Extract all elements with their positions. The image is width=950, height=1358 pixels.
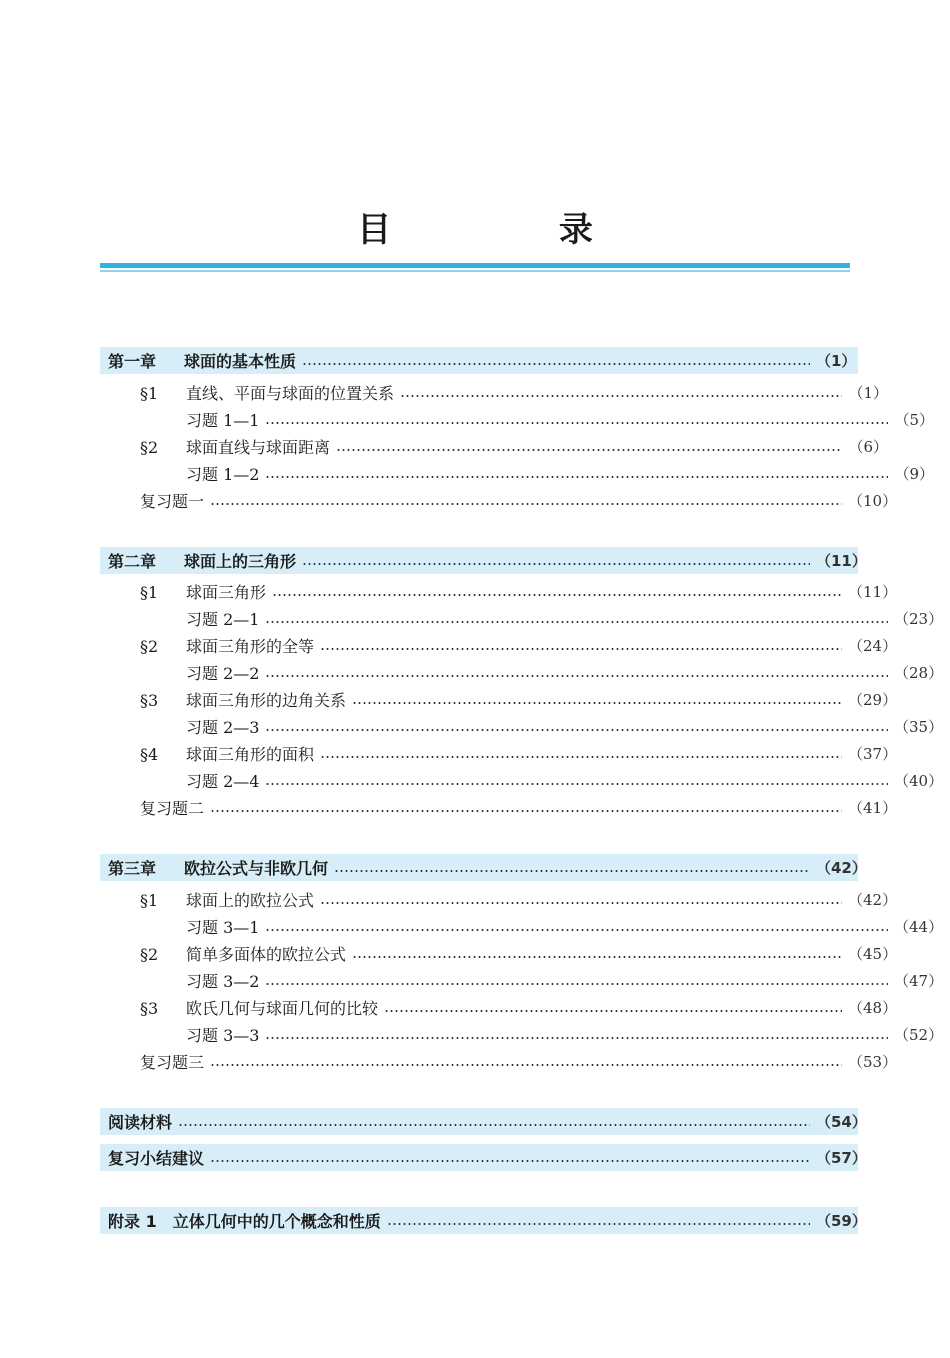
entry-title: 欧拉公式与非欧几何 (184, 859, 329, 878)
entry-title: 阅读材料 (108, 1113, 173, 1132)
dot-leader (210, 1160, 810, 1162)
entry-title: 附录 1 立体几何中的几个概念和性质 (108, 1212, 381, 1231)
toc-entry-ex[interactable] (100, 406, 936, 433)
toc-entry-ex[interactable] (100, 460, 936, 487)
page-number: （42） (816, 859, 867, 877)
dot-leader (302, 363, 810, 365)
dot-leader (265, 1037, 888, 1039)
dot-leader (265, 729, 888, 731)
entry-title: 习题 3—2 (186, 972, 260, 991)
title-rule (100, 263, 850, 268)
chapter-number: 第三章 (108, 859, 157, 878)
toc-entry-ex[interactable] (100, 767, 944, 794)
dot-leader (265, 476, 888, 478)
page-title: 目 录 (357, 210, 671, 250)
toc-entry-ex[interactable] (100, 605, 944, 632)
toc-entry-ext[interactable] (100, 1108, 867, 1135)
entry-title: 球面直线与球面距离 (186, 438, 331, 457)
page-number: （41） (848, 799, 898, 817)
section-number: §2 (140, 945, 159, 964)
toc-entry-rev[interactable] (100, 487, 898, 514)
entry-title: 球面三角形的全等 (186, 637, 315, 656)
entry-title: 习题 2—3 (186, 718, 260, 737)
page-number: （47） (894, 972, 944, 990)
section-number: §1 (140, 891, 159, 910)
toc-entry-chap[interactable] (100, 547, 867, 574)
page-number: （45） (848, 945, 898, 963)
entry-title: 复习题二 (140, 799, 205, 818)
dot-leader (320, 648, 842, 650)
section-number: §1 (140, 583, 159, 602)
dot-leader (210, 810, 842, 812)
toc-entry-ex[interactable] (100, 913, 944, 940)
entry-title: 欧氏几何与球面几何的比较 (186, 999, 379, 1018)
dot-leader (334, 870, 810, 872)
page-number: （44） (894, 918, 944, 936)
section-number: §4 (140, 745, 159, 764)
dot-leader (265, 929, 888, 931)
page-number: （29） (848, 691, 898, 709)
section-number: §1 (140, 384, 159, 403)
entry-title: 习题 1—1 (186, 411, 260, 430)
page-number: （5） (894, 411, 934, 429)
title-rule-thin (100, 270, 850, 272)
dot-leader (352, 702, 842, 704)
toc-entry-sec[interactable] (100, 940, 898, 967)
dot-leader (320, 902, 842, 904)
page-number: （52） (894, 1026, 944, 1044)
page-number: （40） (894, 772, 944, 790)
dot-leader (320, 756, 842, 758)
entry-title: 直线、平面与球面的位置关系 (186, 384, 395, 403)
section-number: §3 (140, 691, 159, 710)
page-number: （1） (816, 352, 857, 370)
page-number: （9） (894, 465, 934, 483)
entry-title: 球面上的三角形 (184, 552, 297, 571)
toc-entry-ex[interactable] (100, 659, 944, 686)
chapter-number: 第二章 (108, 552, 157, 571)
dot-leader (336, 449, 842, 451)
page-number: （42） (848, 891, 898, 909)
chapter-number: 第一章 (108, 352, 157, 371)
entry-title: 球面三角形的边角关系 (186, 691, 347, 710)
page-number: （54） (816, 1113, 867, 1131)
entry-title: 球面三角形 (186, 583, 267, 602)
page-number: （11） (816, 552, 867, 570)
toc-entry-ext[interactable] (100, 1207, 867, 1234)
entry-title: 习题 1—2 (186, 465, 260, 484)
dot-leader (265, 675, 888, 677)
page-number: （53） (848, 1053, 898, 1071)
toc-entry-sec[interactable] (100, 379, 890, 406)
toc-entry-ex[interactable] (100, 967, 944, 994)
page-number: （1） (848, 384, 888, 402)
entry-title: 习题 3—3 (186, 1026, 260, 1045)
toc-entry-chap[interactable] (100, 347, 858, 374)
toc-entry-sec[interactable] (100, 433, 890, 460)
page-number: （48） (848, 999, 898, 1017)
toc-entry-ex[interactable] (100, 1021, 944, 1048)
dot-leader (265, 422, 888, 424)
dot-leader (384, 1010, 842, 1012)
toc-entry-sec[interactable] (100, 632, 898, 659)
toc-entry-ex[interactable] (100, 713, 944, 740)
dot-leader (210, 1064, 842, 1066)
toc-entry-chap[interactable] (100, 854, 867, 881)
page-number: （37） (848, 745, 898, 763)
entry-title: 复习小结建议 (108, 1149, 205, 1168)
dot-leader (265, 621, 888, 623)
section-number: §3 (140, 999, 159, 1018)
entry-title: 简单多面体的欧拉公式 (186, 945, 347, 964)
page-number: （57） (816, 1149, 867, 1167)
toc-entry-sec[interactable] (100, 740, 898, 767)
dot-leader (400, 395, 842, 397)
entry-title: 习题 3—1 (186, 918, 260, 937)
page-number: （10） (848, 492, 898, 510)
section-number: §2 (140, 637, 159, 656)
entry-title: 习题 2—4 (186, 772, 260, 791)
page-number: （35） (894, 718, 944, 736)
entry-title: 习题 2—1 (186, 610, 260, 629)
dot-leader (302, 563, 810, 565)
section-number: §2 (140, 438, 159, 457)
dot-leader (352, 956, 842, 958)
dot-leader (272, 594, 842, 596)
dot-leader (210, 503, 842, 505)
dot-leader (265, 783, 888, 785)
entry-title: 习题 2—2 (186, 664, 260, 683)
dot-leader (387, 1223, 810, 1225)
entry-title: 复习题三 (140, 1053, 205, 1072)
toc-entry-sec[interactable] (100, 686, 898, 713)
toc-entry-sec[interactable] (100, 886, 898, 913)
page-number: （11） (848, 583, 898, 601)
page-number: （28） (894, 664, 944, 682)
toc-entry-rev[interactable] (100, 794, 898, 821)
dot-leader (178, 1124, 810, 1126)
page-number: （23） (894, 610, 944, 628)
toc-entry-ext[interactable] (100, 1144, 867, 1171)
toc-entry-sec[interactable] (100, 994, 898, 1021)
page-number: （59） (816, 1212, 867, 1230)
entry-title: 球面的基本性质 (184, 352, 297, 371)
dot-leader (265, 983, 888, 985)
toc-entry-rev[interactable] (100, 1048, 898, 1075)
entry-title: 球面三角形的面积 (186, 745, 315, 764)
toc-entry-sec[interactable] (100, 578, 898, 605)
page-number: （24） (848, 637, 898, 655)
entry-title: 球面上的欧拉公式 (186, 891, 315, 910)
page-number: （6） (848, 438, 888, 456)
entry-title: 复习题一 (140, 492, 205, 511)
